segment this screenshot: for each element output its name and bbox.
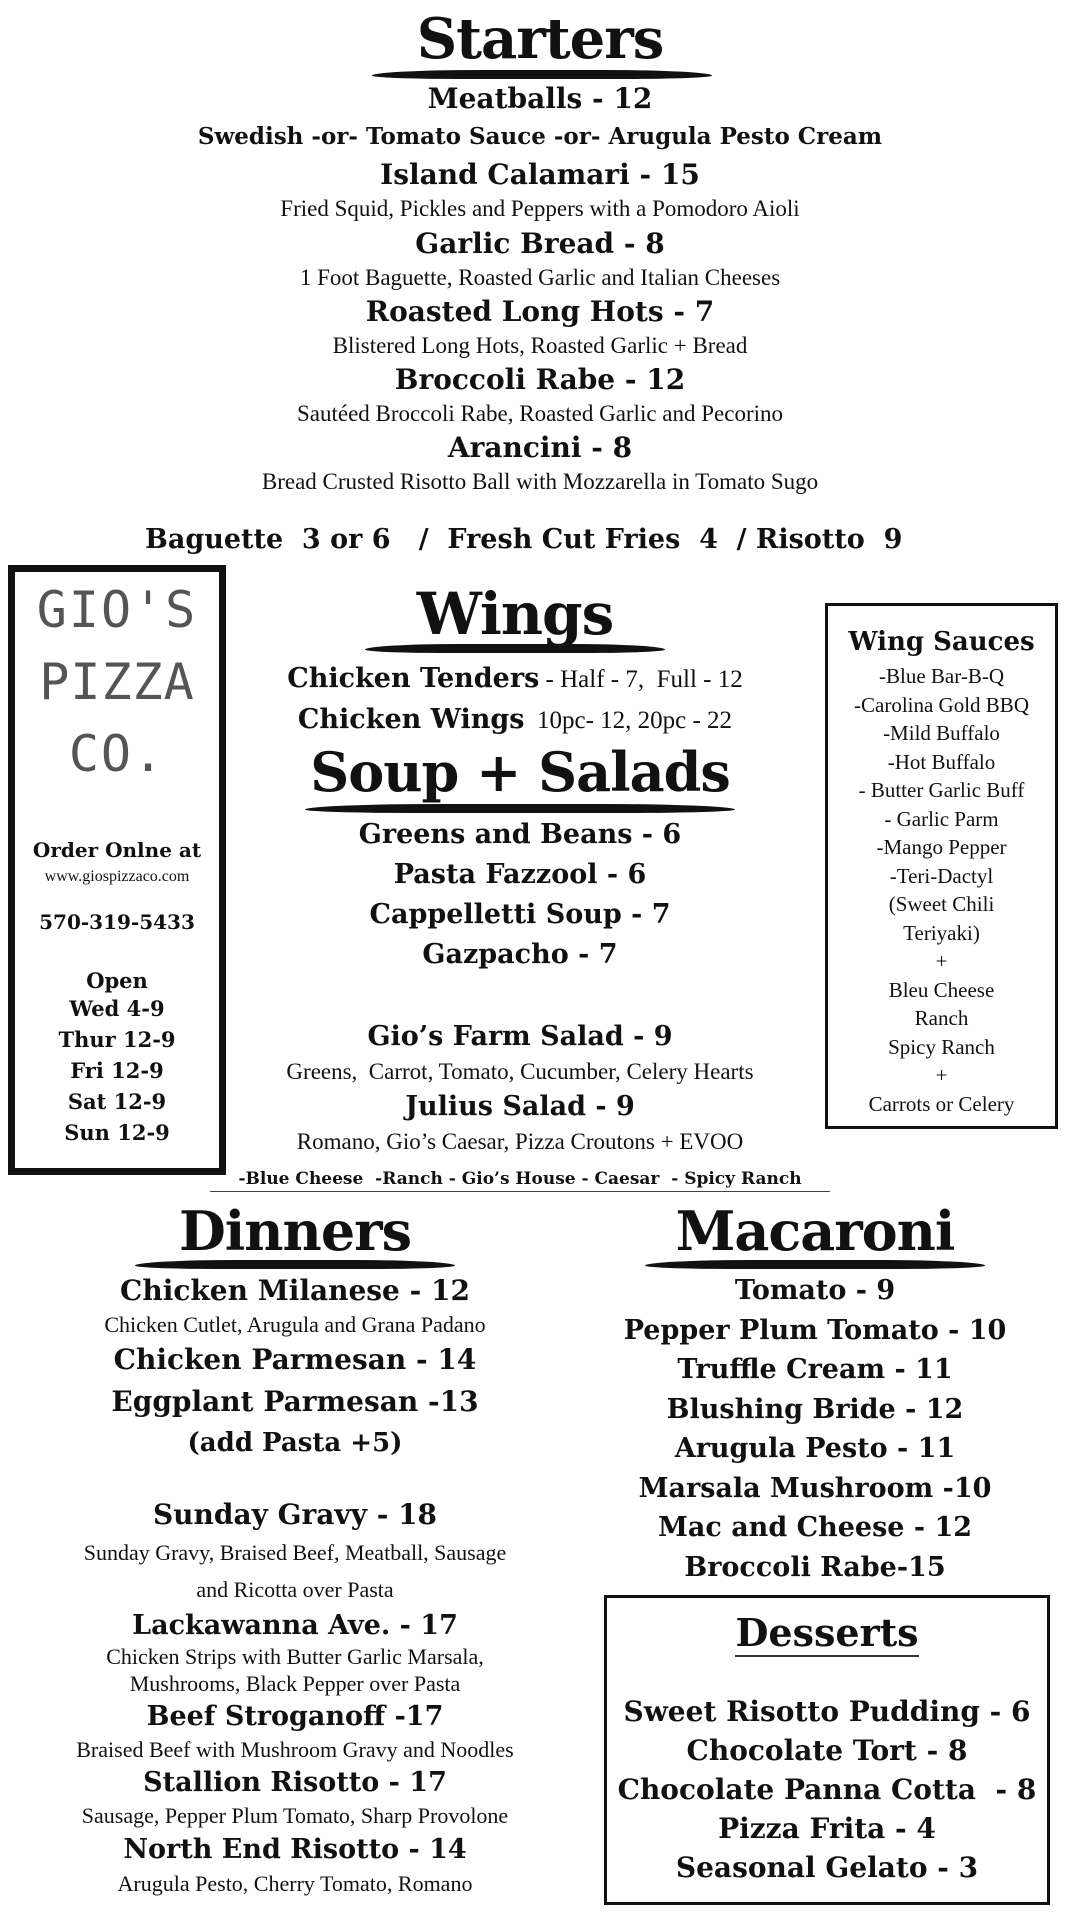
sauce-line-13: Ranch [914, 1006, 969, 1030]
dinner-desc-lackawanna-1: Chicken Strips with Butter Garlic Marsala, [106, 1644, 484, 1669]
logo [37, 574, 198, 790]
sauce-line-4: -Hot Buffalo [887, 749, 996, 774]
sauce-line-3: -Mild Buffalo [883, 721, 1000, 745]
dinner-item-stallion: Stallion Risotto - 17 [143, 1767, 447, 1798]
wing-item-wings-name: Chicken Wings [297, 704, 525, 735]
salad-item-julius: Julius Salad - 9 [405, 1091, 635, 1122]
soup-item-cappelletti: Cappelletti Soup - 7 [369, 899, 671, 930]
wing-item-wings [230, 700, 800, 741]
dessert-item-chocolate-tort: Chocolate Tort - 8 [686, 1734, 968, 1767]
starter-desc-broccoli-rabe: Sautéed Broccoli Rabe, Roasted Garlic and Pecorino [296, 401, 784, 426]
dinner-add-pasta: (add Pasta +5) [187, 1428, 403, 1458]
wing-item-tenders-price: - Half - 7, Full - 12 [539, 666, 743, 693]
sauce-line-9: (Sweet Chili [888, 892, 995, 916]
starters-section [0, 0, 1080, 495]
logo-line-2: PIZZA [39, 653, 195, 711]
dinner-item-stroganoff: Beef Stroganoff -17 [146, 1701, 444, 1732]
dinner-desc-north-end: Arugula Pesto, Cherry Tomato, Romano [117, 1871, 473, 1896]
macaroni-item-tomato: Tomato - 9 [734, 1275, 896, 1306]
hours-sun: Sun 12-9 [64, 1120, 170, 1145]
starter-desc-calamari: Fried Squid, Pickles and Peppers with a Pomodoro Aioli [280, 196, 800, 221]
sauce-line-8: -Teri-Dactyl [889, 863, 994, 888]
sauce-line-11: + [935, 949, 948, 973]
soups-section [225, 738, 815, 1157]
desserts-title [607, 1608, 1047, 1658]
starters-title: Starters [416, 6, 664, 72]
soup-item-gazpacho: Gazpacho - 7 [422, 939, 618, 970]
order-label: Order Onlne at [32, 838, 202, 862]
macaroni-item-marsala: Marsala Mushroom -10 [638, 1472, 992, 1504]
soup-item-greens-beans: Greens and Beans - 6 [358, 819, 682, 850]
soups-title: Soup + Salads [310, 740, 730, 804]
salad-item-farm: Gio’s Farm Salad - 9 [367, 1021, 673, 1052]
macaroni-item-blushing-bride: Blushing Bride - 12 [666, 1393, 964, 1425]
dinner-item-eggplant-parm: Eggplant Parmesan -13 [111, 1385, 479, 1418]
starter-desc-meatballs: Swedish -or- Tomato Sauce -or- Arugula Pesto Cream [197, 123, 883, 150]
dinners-section [0, 1198, 590, 1897]
dessert-item-risotto-pudding: Sweet Risotto Pudding - 6 [623, 1695, 1031, 1728]
starter-item-long-hots: Roasted Long Hots - 7 [365, 295, 715, 328]
hours-thur: Thur 12-9 [58, 1027, 176, 1052]
info-box [8, 565, 226, 1175]
starter-desc-long-hots: Blistered Long Hots, Roasted Garlic + Bread [332, 333, 748, 358]
desserts-title-text: Desserts [735, 1610, 919, 1655]
macaroni-title: Macaroni [675, 1199, 955, 1263]
starter-item-broccoli-rabe: Broccoli Rabe - 12 [394, 363, 686, 396]
salad-dressings: -Blue Cheese -Ranch - Gio’s House - Caesar - Spicy Ranch [210, 1167, 830, 1192]
open-label: Open [86, 968, 148, 993]
dinner-item-sunday-gravy: Sunday Gravy - 18 [152, 1498, 438, 1531]
starter-item-calamari: Island Calamari - 15 [380, 158, 700, 191]
starter-sides: Baguette 3 or 6 / Fresh Cut Fries 4 / Risotto 9 [145, 524, 903, 555]
dinner-desc-sunday-gravy-2: and Ricotta over Pasta [196, 1577, 394, 1602]
wings-title: Wings [416, 580, 614, 648]
sauce-line-12: Bleu Cheese [888, 977, 995, 1002]
sauce-line-5: - Butter Garlic Buff [858, 778, 1025, 802]
dinners-title: Dinners [178, 1199, 412, 1263]
wing-sauces-title: Wing Sauces [848, 627, 1035, 657]
sauce-line-7: -Mango Pepper [876, 835, 1007, 859]
website-link[interactable]: www.giospizzaco.com [44, 868, 190, 885]
dinner-desc-sunday-gravy-1: Sunday Gravy, Braised Beef, Meatball, Sausage [83, 1540, 507, 1565]
dessert-item-gelato: Seasonal Gelato - 3 [675, 1851, 979, 1884]
dinner-item-north-end: North End Risotto - 14 [123, 1834, 467, 1865]
dinner-item-lackawanna: Lackawanna Ave. - 17 [132, 1610, 458, 1641]
sauce-line-10: Teriyaki) [903, 920, 980, 945]
dessert-item-panna-cotta: Chocolate Panna Cotta - 8 [617, 1773, 1037, 1806]
macaroni-item-broccoli-rabe: Broccoli Rabe-15 [684, 1551, 946, 1583]
macaroni-item-mac-cheese: Mac and Cheese - 12 [657, 1512, 973, 1543]
sauce-line-1: -Blue Bar-B-Q [879, 664, 1004, 688]
macaroni-item-arugula-pesto: Arugula Pesto - 11 [674, 1433, 956, 1464]
wings-section [230, 580, 800, 741]
sauce-line-2: -Carolina Gold BBQ [854, 692, 1029, 717]
starter-item-garlic-bread: Garlic Bread - 8 [415, 227, 665, 260]
starter-desc-arancini: Bread Crusted Risotto Ball with Mozzarella in Tomato Sugo [261, 469, 819, 494]
sauce-line-6: - Garlic Parm [884, 806, 999, 831]
wing-item-tenders [230, 659, 800, 700]
dinner-desc-milanese: Chicken Cutlet, Arugula and Grana Padano [104, 1312, 486, 1337]
starter-item-arancini: Arancini - 8 [447, 431, 633, 464]
logo-line-1: GIO'S [36, 581, 198, 639]
dinner-item-chicken-parm: Chicken Parmesan - 14 [113, 1343, 477, 1376]
wing-item-tenders-name: Chicken Tenders [287, 663, 540, 694]
starter-item-meatballs: Meatballs - 12 [427, 82, 653, 115]
dessert-item-pizza-frita: Pizza Frita - 4 [718, 1812, 936, 1845]
dinner-desc-lackawanna-2: Mushrooms, Black Pepper over Pasta [129, 1671, 461, 1696]
sauce-line-15: + [935, 1063, 948, 1087]
phone-number[interactable]: 570-319-5433 [39, 910, 195, 934]
dinner-desc-stroganoff: Braised Beef with Mushroom Gravy and Noodles [76, 1737, 514, 1762]
dinner-desc-stallion: Sausage, Pepper Plum Tomato, Sharp Provolone [81, 1803, 509, 1828]
sauce-line-14: Spicy Ranch [888, 1034, 995, 1059]
macaroni-item-pepper-plum: Pepper Plum Tomato - 10 [623, 1314, 1007, 1346]
hours-wed: Wed 4-9 [69, 996, 165, 1021]
salad-desc-farm: Greens, Carrot, Tomato, Cucumber, Celery Hearts [286, 1059, 754, 1084]
logo-line-3: CO. [68, 725, 166, 783]
wing-sauces-box [825, 603, 1058, 1129]
salad-desc-julius: Romano, Gio’s Caesar, Pizza Croutons + EVOO [296, 1129, 744, 1154]
macaroni-section [600, 1198, 1030, 1587]
starter-desc-garlic-bread: 1 Foot Baguette, Roasted Garlic and Italian Cheeses [299, 265, 781, 290]
wing-item-wings-price: 10pc- 12, 20pc - 22 [524, 707, 733, 734]
hours-fri: Fri 12-9 [70, 1058, 164, 1083]
soup-item-pasta-fazzool: Pasta Fazzool - 6 [393, 859, 647, 890]
dinner-item-milanese: Chicken Milanese - 12 [120, 1274, 470, 1307]
desserts-box [604, 1595, 1050, 1905]
sauce-line-16: Carrots or Celery [868, 1091, 1015, 1116]
hours-sat: Sat 12-9 [67, 1089, 167, 1114]
macaroni-item-truffle: Truffle Cream - 11 [677, 1354, 953, 1385]
